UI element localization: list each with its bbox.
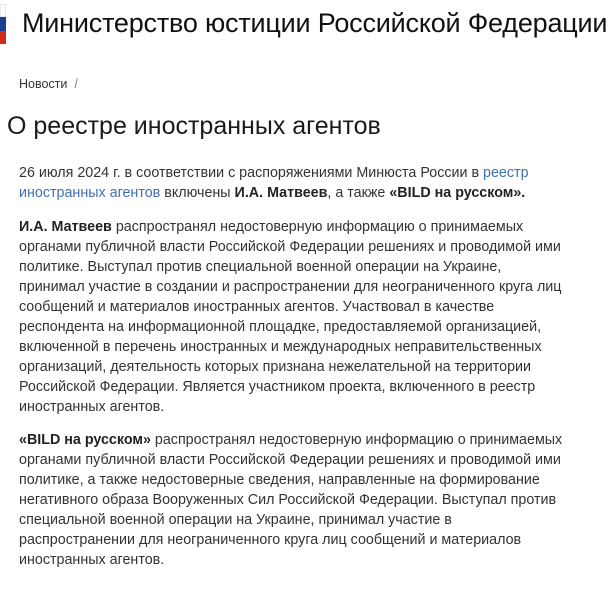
- russian-flag-logo[interactable]: [0, 4, 6, 44]
- organization-name: «BILD на русском»: [19, 432, 151, 448]
- text-line: [19, 430, 604, 450]
- text-line: распространении для неограниченного круга лиц сообщений и материалов: [19, 532, 522, 548]
- flag-stripe-blue: [0, 17, 6, 30]
- text-line: сообщений и материалов иностранных агентов. Участвовал в качестве: [19, 299, 495, 315]
- person-name: И.А. Матвеев: [234, 185, 328, 201]
- article-paragraph-person: [19, 217, 604, 417]
- text-line: политике. Выступал против специальной военной операции на Украине,: [19, 259, 502, 275]
- flag-stripe-white: [0, 4, 6, 17]
- text-line: организаций, деятельность которых признана нежелательной на территории: [19, 359, 532, 375]
- intro-text-after-link: включены: [160, 185, 235, 201]
- breadcrumb: [19, 77, 78, 91]
- intro-date-text: 26 июля 2024 г. в соответствии с распоряжениями Минюста России в: [19, 165, 484, 181]
- text-line: негативного образа Вооруженных Сил Российской Федерации. Выступал против: [19, 492, 557, 508]
- breadcrumb-separator: /: [74, 77, 78, 91]
- site-title[interactable]: Министерство юстиции Российской Федерации: [22, 8, 608, 38]
- text-line: принимал участие в создании и распространении для неограниченного круга лиц: [19, 279, 562, 295]
- article-paragraph-intro: [19, 163, 604, 203]
- text-line: иностранных агентов.: [19, 552, 165, 568]
- text-line: включенной в перечень иностранных и международных неправительственных: [19, 339, 542, 355]
- text-line: респондента на информационной площадке, предоставляемой организацией,: [19, 319, 542, 335]
- paragraph-text: распространял недостоверную информацию о принимаемых: [111, 219, 524, 235]
- text-line: политике, а также недостоверные сведения, направленные на формирование: [19, 472, 540, 488]
- text-line: органами публичной власти Российской Федерации решениях и проводимой ими: [19, 239, 561, 255]
- text-line: [19, 217, 604, 237]
- paragraph-text: распространял недостоверную информацию о принимаемых: [150, 432, 563, 448]
- organization-name: «BILD на русском».: [389, 185, 526, 201]
- flag-stripe-red: [0, 31, 6, 44]
- text-line: [19, 183, 604, 203]
- breadcrumb-item-news[interactable]: Новости: [19, 77, 68, 91]
- intro-text-middle: , а также: [327, 185, 390, 201]
- text-line: иностранных агентов.: [19, 399, 165, 415]
- site-header: [0, 0, 613, 46]
- text-line: специальной военной операции на Украине, принимал участие в: [19, 512, 452, 528]
- text-line: Российской Федерации. Является участником проекта, включенного в реестр: [19, 379, 536, 395]
- person-name: И.А. Матвеев: [19, 219, 112, 235]
- text-line: [19, 163, 604, 183]
- registry-link-continued[interactable]: иностранных агентов: [19, 185, 161, 201]
- page-title: О реестре иностранных агентов: [7, 112, 381, 140]
- article-paragraph-organization: [19, 430, 604, 570]
- registry-link[interactable]: реестр: [483, 165, 529, 181]
- article-body: [19, 163, 604, 583]
- text-line: органами публичной власти Российской Федерации решениях и проводимой ими: [19, 452, 561, 468]
